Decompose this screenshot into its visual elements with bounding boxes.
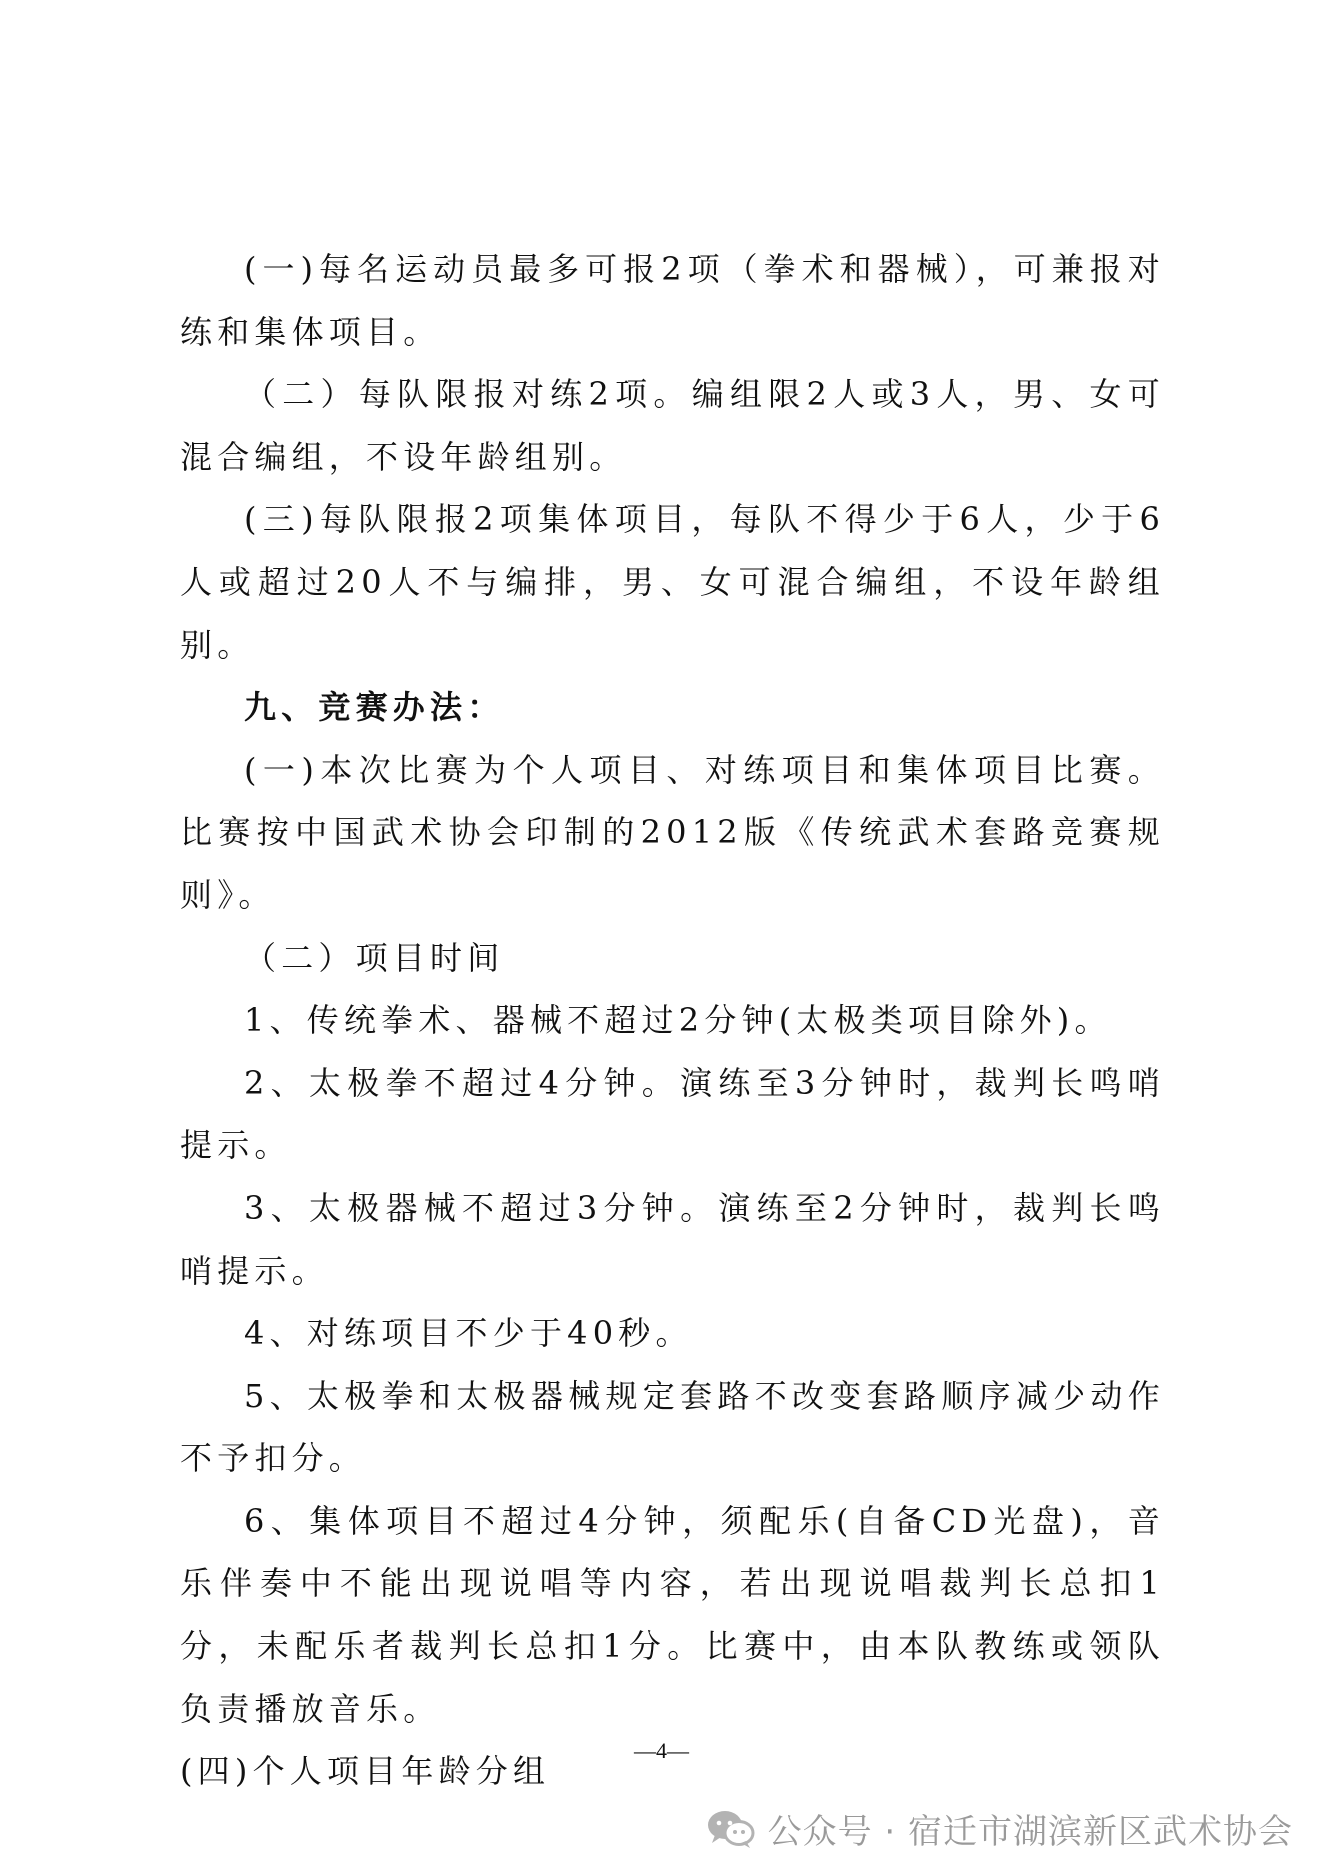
paragraph-group-limit: (三)每队限报2项集体项目，每队不得少于6人，少于6人或超过20人不与编排，男、女可混合编组，不设年龄组别。 [180,500,1165,664]
list-item-taiji-weapon-time: 3、太极器械不超过3分钟。演练至2分钟时，裁判长鸣哨提示。 [180,1188,1165,1290]
watermark-text: 公众号 · 宿迁市湖滨新区武术协会 [767,1812,1293,1852]
paragraph-duet-limit: （二）每队限报对练2项。编组限2人或3人，男、女可混合编组，不设年龄组别。 [180,375,1165,476]
paragraph-competition-rules: (一)本次比赛为个人项目、对练项目和集体项目比赛。比赛按中国武术协会印制的2012版《传统武术套路竞赛规则》。 [180,750,1165,914]
list-item-duet-time: 4、对练项目不少于40秒。 [244,1314,693,1353]
list-item-group-event-rule: 6、集体项目不超过4分钟，须配乐(自备CD光盘)，音乐伴奏中不能出现说唱等内容，若出现说唱裁判长总扣1分，未配乐者裁判长总扣1分。比赛中，由本队教练或领队负责播放音乐。 [180,1501,1165,1728]
wechat-icon [706,1808,756,1850]
list-item-taiji-fist-time: 2、太极拳不超过4分钟。演练至3分钟时，裁判长鸣哨提示。 [180,1063,1165,1165]
list-item-set-routine-rule: 5、太极拳和太极器械规定套路不改变套路顺序减少动作不予扣分。 [180,1376,1165,1478]
list-item-traditional-time: 1、传统拳术、器械不超过2分钟(太极类项目除外)。 [244,1001,1112,1040]
paragraph-event-time-heading: （二）项目时间 [244,938,505,977]
document-body [180,238,1165,1803]
wechat-watermark [706,1804,1293,1853]
page-number: —4— [634,1738,689,1763]
paragraph-age-groups-heading: (四)个人项目年龄分组 [180,1752,551,1791]
section-heading-competition-method: 九、竞赛办法： [244,688,505,727]
paragraph-entry-limit: (一)每名运动员最多可报2项（拳术和器械），可兼报对练和集体项目。 [180,250,1165,351]
